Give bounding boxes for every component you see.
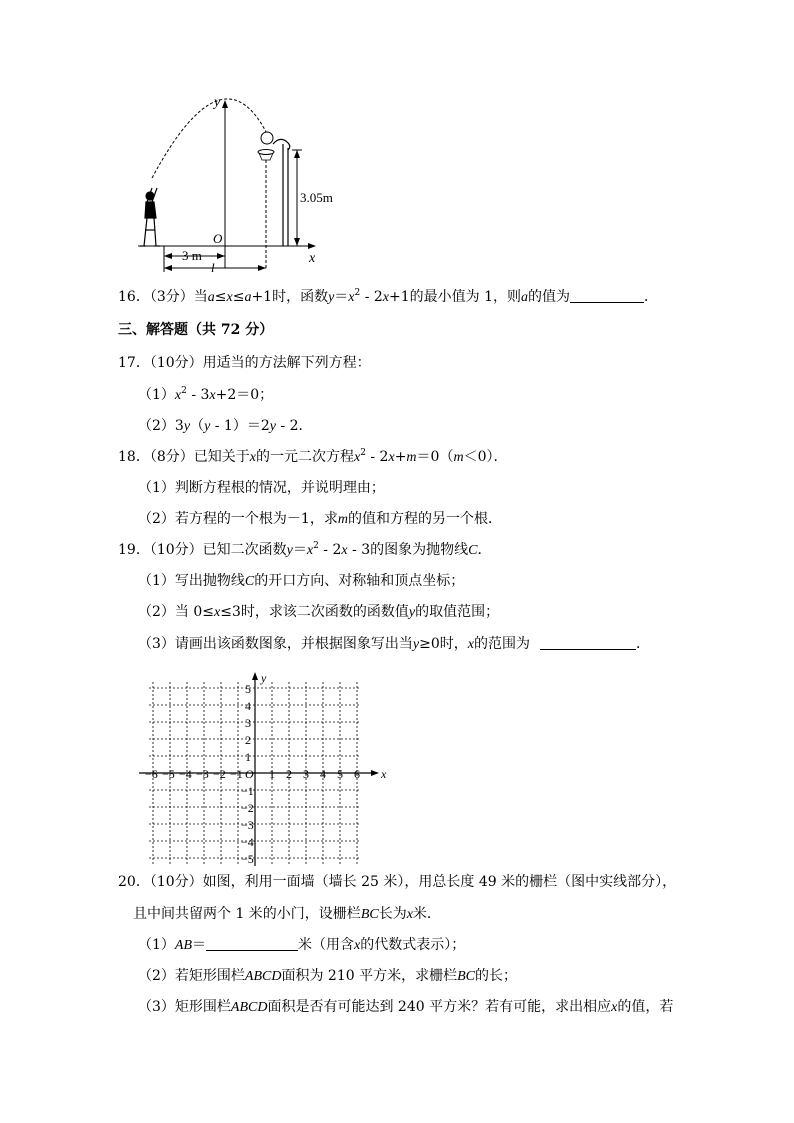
q20-text: （2）若矩形围栏 (138, 968, 245, 984)
q20-text: （3）矩形围栏 (138, 999, 231, 1015)
q20-text: 的代数式表示）； (360, 937, 466, 953)
q18-text: （2）若方程的一个根为－1，求 (138, 511, 338, 527)
q16-answer-blank[interactable] (570, 288, 644, 303)
q19-answer-blank[interactable] (540, 635, 636, 650)
var-x: x (348, 290, 355, 305)
grid-x-tick-label: −2 (213, 767, 226, 781)
q17-text: 用适当的方法解下列方程： (202, 355, 371, 371)
q20-text: 且中间共留两个 1 米的小门，设栅栏 (133, 906, 361, 922)
var-y: y (183, 419, 191, 434)
q16-text: +1的最小值为 1，则 (389, 289, 522, 305)
grid-y-tick-label: 5 (245, 682, 251, 696)
q16-text: +1时，函数 (251, 289, 329, 305)
var-x: x (382, 290, 390, 305)
part-label: （1） (138, 937, 175, 953)
exponent: 2 (181, 386, 187, 396)
var-x: x (406, 907, 413, 922)
var-x: x (354, 938, 361, 953)
fig-origin-label: O (213, 231, 223, 246)
var-x: x (249, 450, 256, 465)
q17-number: 17． (118, 355, 150, 371)
q18-text: 的一元二次方程 (255, 449, 354, 465)
q17-part-2 (138, 416, 313, 437)
var-x: x (306, 543, 314, 558)
grid-y-tick-label: 1 (245, 750, 251, 764)
var-x: x (353, 450, 361, 465)
q20-text: 面积为 210 平方米，求栅栏 (281, 968, 458, 984)
grid-y-tick-label: −2 (241, 801, 254, 815)
q17-part-1 (138, 385, 273, 406)
grid-y-label: y (261, 671, 267, 685)
var-x: x (174, 388, 182, 403)
q18-number: 18． (118, 449, 150, 465)
q16-score: （3分） (149, 289, 194, 305)
grid-x-tick-label: −1 (230, 767, 243, 781)
section-heading: 三、解答题（共 72 分） (118, 322, 274, 338)
var-c: C (468, 543, 478, 558)
var-y: y (269, 419, 276, 434)
q19-part-2 (138, 602, 499, 623)
q18-part-1: （1）判断方程根的情况，并说明理由； (138, 480, 385, 496)
q17-text: +2＝0； (215, 387, 274, 403)
grid-y-tick-label: −4 (241, 835, 254, 849)
grid-y-arrow (252, 672, 258, 680)
grid-y-tick-label: −5 (241, 852, 254, 866)
question-17 (118, 353, 371, 373)
q19-text: ≤3时，求该二次函数的函数值 (220, 604, 409, 620)
grid-x-arrow (371, 770, 379, 776)
grid-x-tick-label: 5 (337, 767, 343, 781)
var-x: x (611, 1000, 618, 1015)
fig-dist-label: 3 m (182, 248, 202, 263)
part-label: （2） (138, 418, 175, 434)
q17-text: 3 (174, 418, 184, 434)
grid-y-tick-label: 2 (245, 733, 251, 747)
q19-text: - 3的图象为抛物线 (347, 542, 469, 558)
player-figure (140, 188, 160, 246)
q17-text: - 1）＝2 (210, 418, 270, 434)
q16-symbol: ＝ (334, 289, 349, 305)
exponent: 2 (354, 288, 361, 298)
q20-text: 米． (412, 906, 441, 922)
var-ab: AB (174, 938, 193, 953)
grid-x-label: x (381, 767, 387, 781)
q18-part-2 (138, 509, 502, 530)
q17-text: （ (190, 418, 205, 434)
grid-x-tick-label: −4 (179, 767, 192, 781)
var-abcd: ABCD (230, 1000, 268, 1015)
q16-text: 的值为 (528, 289, 571, 305)
var-a: a (207, 290, 215, 305)
q18-text: - 2 (365, 449, 389, 465)
q19-text: 的范围为 (473, 636, 530, 652)
var-bc: BC (457, 969, 475, 984)
q19-part-3 (138, 634, 650, 655)
grid-y-tick-label: −1 (241, 784, 254, 798)
var-x: x (467, 637, 474, 652)
grid-x-tick-label: 6 (354, 767, 360, 781)
grid-x-tick-label: 4 (320, 767, 326, 781)
q19-text: 的开口方向、对称轴和顶点坐标； (254, 573, 465, 589)
q19-text: ． (477, 542, 492, 558)
q19-score: （10分） (149, 542, 203, 558)
var-y: y (328, 290, 335, 305)
q17-score: （10分） (149, 355, 203, 371)
q19-end: ． (635, 636, 650, 652)
coordinate-grid (130, 670, 400, 870)
var-bc: BC (360, 907, 379, 922)
fig-y-label: y (214, 95, 221, 110)
q18-score: （8分） (149, 449, 194, 465)
grid-origin-label: O (245, 767, 254, 781)
q19-text: 的取值范围； (415, 604, 500, 620)
q20-answer-blank[interactable] (206, 936, 298, 951)
var-c: C (244, 574, 255, 589)
question-16 (118, 287, 658, 308)
q20-text: 的值，若 (617, 999, 674, 1015)
q16-symbol: ≤ (214, 289, 227, 305)
q19-text: 已知二次函数 (202, 542, 287, 558)
q20-part-1 (138, 935, 465, 956)
q16-number: 16． (118, 289, 150, 305)
q20-score: （10分） (149, 874, 203, 890)
var-y: y (408, 605, 416, 620)
var-x: x (388, 450, 395, 465)
q20-symbol: ＝ (192, 937, 207, 953)
grid-x-tick-label: −6 (145, 767, 158, 781)
var-abcd: ABCD (244, 969, 282, 984)
q20-text: 面积是否有可能达到 240 平方米？若有可能，求出相应 (267, 999, 612, 1015)
q20-text: 如图，利用一面墙（墙长 25 米），用总长度 49 米的栅栏（图中实线部分）， (202, 874, 677, 890)
var-m: m (453, 450, 464, 465)
var-y: y (204, 419, 211, 434)
fig-height-label: 3.05m (300, 190, 333, 205)
q19-number: 19． (118, 542, 150, 558)
q19-text: （3）请画出该函数图象，并根据图象写出当 (138, 636, 413, 652)
grid-x-tick-label: 1 (269, 767, 275, 781)
var-a: a (244, 290, 252, 305)
q20-text: 长为 (378, 906, 407, 922)
fig-l-label: l (211, 260, 215, 272)
grid-y-tick-label: 3 (245, 716, 251, 730)
q19-text: （2）当 0≤ (138, 604, 214, 620)
var-x: x (341, 543, 348, 558)
grid-y-tick-label: −3 (241, 818, 254, 832)
q18-text: ＝0（ (416, 449, 454, 465)
q19-text: - 2 (318, 542, 342, 558)
grid-y-tick-label: 4 (245, 699, 251, 713)
question-20 (118, 872, 676, 892)
q16-symbol: ≤ (232, 289, 245, 305)
q16-text: 当 (193, 289, 208, 305)
grid-x-tick-label: 3 (303, 767, 309, 781)
q18-text: 已知关于 (193, 449, 250, 465)
grid-x-tick-label: 2 (286, 767, 292, 781)
exponent: 2 (313, 541, 319, 551)
basketball-figure (130, 92, 340, 272)
fig-x-label: x (309, 251, 316, 266)
question-19 (118, 540, 491, 561)
var-m: m (406, 450, 417, 465)
grid-x-tick-label: −5 (162, 767, 175, 781)
question-18 (118, 447, 508, 468)
var-x: x (214, 605, 221, 620)
q20-number: 20． (118, 874, 150, 890)
q17-text: - 2． (275, 418, 313, 434)
q19-text: （1）写出抛物线 (138, 573, 245, 589)
grid-x-tick-label: −3 (196, 767, 209, 781)
var-a: a (521, 290, 529, 305)
var-x: x (226, 290, 233, 305)
q20-part-2 (138, 966, 517, 987)
q18-text: + (394, 449, 407, 465)
q20-text: 米（用含 (298, 937, 355, 953)
var-m: m (337, 512, 348, 527)
q18-text: ＜0）． (463, 449, 508, 465)
q17-text: - 3 (186, 387, 210, 403)
q18-text: 的值和方程的另一个根． (347, 511, 502, 527)
var-y: y (286, 543, 293, 558)
q19-symbol: ＝ (292, 542, 307, 558)
q16-text: - 2 (360, 289, 383, 305)
exponent: 2 (360, 448, 366, 458)
q20-part-3 (138, 997, 673, 1018)
var-x: x (209, 388, 216, 403)
q19-text: ≥0时， (419, 636, 468, 652)
q20-line-2 (133, 904, 441, 925)
var-y: y (412, 637, 420, 652)
q20-text: 的长； (475, 968, 517, 984)
q19-part-1 (138, 571, 464, 592)
q16-end: ． (644, 289, 659, 305)
part-label: （1） (138, 387, 175, 403)
